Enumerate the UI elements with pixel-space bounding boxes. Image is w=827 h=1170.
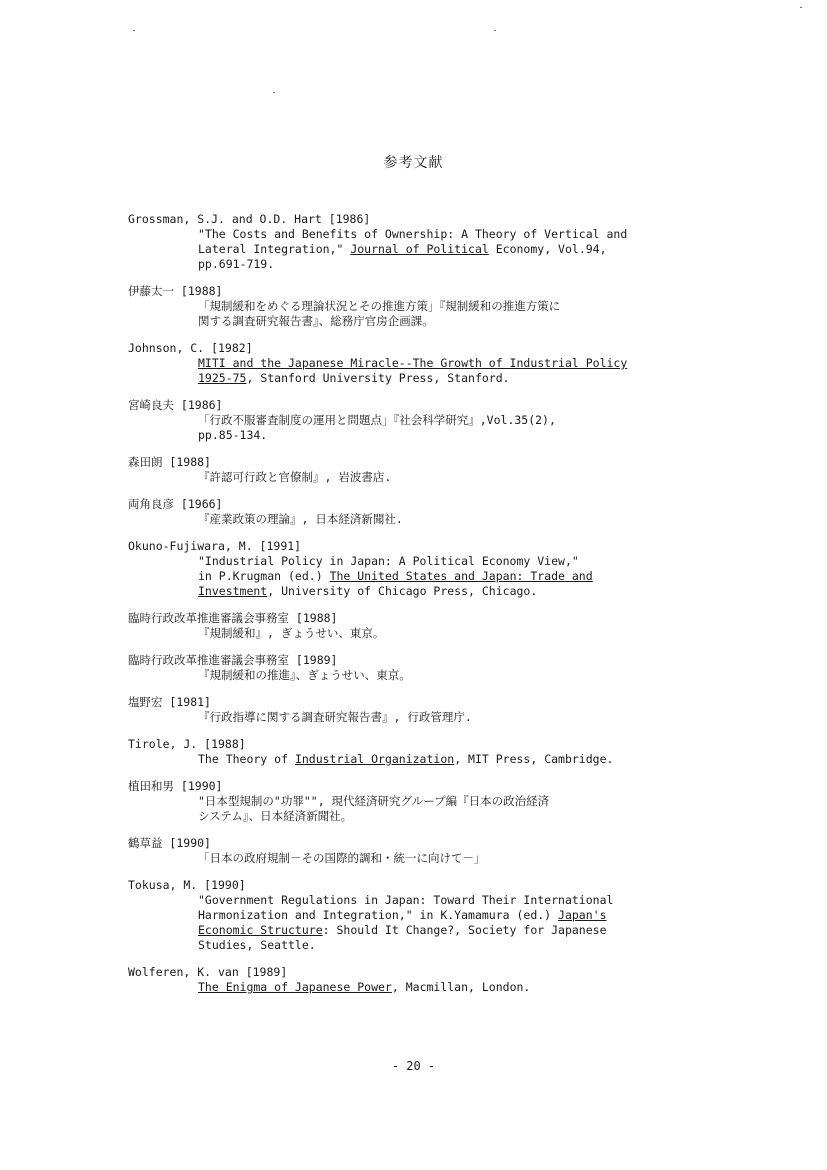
reference-line <box>198 470 728 485</box>
reference-author: 臨時行政改革推進審議会事務室 [1989] <box>128 653 338 667</box>
reference-line <box>198 752 728 767</box>
reference-author: Tokusa, M. [1990] <box>128 878 246 892</box>
scan-speck <box>800 7 802 8</box>
reference-line <box>198 299 728 314</box>
reference-author: 両角良彦 [1966] <box>128 497 223 511</box>
reference-author: Johnson, C. [1982] <box>128 341 253 355</box>
page-number: - 20 - <box>391 1059 436 1073</box>
reference-entry <box>128 695 728 725</box>
reference-author: Wolferen, K. van [1989] <box>128 965 288 979</box>
reference-line <box>198 980 728 995</box>
reference-author: 臨時行政改革推進審議会事務室 [1988] <box>128 611 338 625</box>
underlined-title-text: Journal of Political <box>350 242 489 256</box>
reference-text: pp.691-719. <box>198 257 275 271</box>
reference-text: : Should It Change?, Society for Japanese <box>322 923 607 937</box>
reference-text: 『許認可行政と官僚制』, 岩波書店. <box>198 470 392 484</box>
reference-entry <box>128 779 728 824</box>
reference-line <box>198 428 728 443</box>
reference-entry <box>128 878 728 953</box>
reference-author: 伊藤太一 [1988] <box>128 284 223 298</box>
reference-line <box>198 314 728 329</box>
reference-entry <box>128 836 728 866</box>
reference-line <box>198 668 728 683</box>
reference-text: Harmonization and Integration," in K.Yamamura (ed.) <box>198 908 559 922</box>
reference-entry <box>128 455 728 485</box>
reference-line <box>198 512 728 527</box>
reference-text: 「日本の政府規制－その国際的調和・統一に向けて－」 <box>198 851 486 865</box>
reference-body <box>128 470 728 485</box>
reference-author: 植田和男 [1990] <box>128 779 223 793</box>
reference-line <box>198 923 728 938</box>
reference-text: , Stanford University Press, Stanford. <box>246 371 510 385</box>
reference-entry <box>128 497 728 527</box>
reference-body <box>128 893 728 953</box>
reference-line <box>198 356 728 371</box>
reference-text: pp.85-134. <box>198 428 268 442</box>
reference-text: 「行政不服審査制度の運用と問題点」『社会科学研究』,Vol.35(2), <box>198 413 556 427</box>
reference-text: 関する調査研究報告書』、総務庁官房企画課。 <box>198 314 434 328</box>
reference-line <box>198 851 728 866</box>
reference-line <box>198 584 728 599</box>
underlined-title-text: Investment <box>198 584 268 598</box>
reference-text: , Macmillan, London. <box>391 980 531 994</box>
reference-text: 『規制緩和』, ぎょうせい、東京。 <box>198 626 385 640</box>
reference-line <box>198 893 728 908</box>
reference-body <box>128 980 728 995</box>
reference-author: Grossman, S.J. and O.D. Hart [1986] <box>128 212 371 226</box>
reference-body <box>128 752 728 767</box>
reference-body <box>128 554 728 599</box>
reference-body <box>128 227 728 272</box>
reference-text: "The Costs and Benefits of Ownership: A Theory of Vertical and <box>198 227 628 241</box>
scan-speck <box>494 30 496 31</box>
reference-entry <box>128 212 728 272</box>
underlined-title-text: Japan's <box>558 908 607 922</box>
reference-line <box>198 371 728 386</box>
underlined-title-text: The United States and Japan: Trade and <box>329 569 593 583</box>
reference-text: , University of Chicago Press, Chicago. <box>267 584 538 598</box>
reference-line <box>198 938 728 953</box>
reference-body <box>128 794 728 824</box>
reference-author: 森田朗 [1988] <box>128 455 211 469</box>
reference-entry <box>128 965 728 995</box>
reference-text: in P.Krugman (ed.) <box>198 569 330 583</box>
reference-line <box>198 413 728 428</box>
reference-author: 塩野宏 [1981] <box>128 695 211 709</box>
reference-line <box>198 626 728 641</box>
reference-entry <box>128 653 728 683</box>
reference-text: システム』、日本経済新聞社。 <box>198 809 353 823</box>
reference-body <box>128 710 728 725</box>
reference-body <box>128 626 728 641</box>
reference-line <box>198 227 728 242</box>
reference-author: Tirole, J. [1988] <box>128 737 246 751</box>
reference-body <box>128 851 728 866</box>
reference-text: The Theory of <box>198 752 295 766</box>
reference-body <box>128 413 728 443</box>
reference-entry <box>128 737 728 767</box>
reference-text: "日本型規制の"功罪"", 現代経済研究グループ編『日本の政治経済 <box>198 794 550 808</box>
scan-speck <box>133 30 135 31</box>
underlined-title-text: 1925-75 <box>198 371 247 385</box>
scan-speck <box>273 92 275 93</box>
reference-list <box>128 212 728 1007</box>
reference-line <box>198 242 728 257</box>
reference-line <box>198 554 728 569</box>
reference-entry <box>128 284 728 329</box>
reference-line <box>198 794 728 809</box>
reference-body <box>128 512 728 527</box>
reference-text: Lateral Integration," <box>198 242 351 256</box>
reference-body <box>128 299 728 329</box>
reference-author: Okuno-Fujiwara, M. [1991] <box>128 539 302 553</box>
reference-entry <box>128 398 728 443</box>
reference-line <box>198 908 728 923</box>
underlined-title-text: Economic Structure <box>198 923 323 937</box>
reference-body <box>128 356 728 386</box>
reference-line <box>198 569 728 584</box>
reference-entry <box>128 539 728 599</box>
underlined-title-text: The Enigma of Japanese Power <box>198 980 392 994</box>
reference-text: Studies, Seattle. <box>198 938 316 952</box>
reference-body <box>128 668 728 683</box>
reference-author: 鶴草益 [1990] <box>128 836 211 850</box>
reference-text: "Government Regulations in Japan: Toward Their International <box>198 893 614 907</box>
reference-text: 「規制緩和をめぐる理論状況とその推進方策」『規制緩和の推進方策に <box>198 299 561 313</box>
reference-author: 宮崎良夫 [1986] <box>128 398 223 412</box>
reference-text: 『規制緩和の推進』、ぎょうせい、東京。 <box>198 668 411 682</box>
reference-entry <box>128 341 728 386</box>
reference-text: 『行政指導に関する調査研究報告書』, 行政管理庁. <box>198 710 472 724</box>
reference-line <box>198 809 728 824</box>
reference-text: Economy, Vol.94, <box>488 242 607 256</box>
page-title: 参考文献 <box>383 155 444 171</box>
reference-text: , MIT Press, Cambridge. <box>454 752 614 766</box>
underlined-title-text: MITI and the Japanese Miracle--The Growth of Industrial Policy <box>198 356 628 370</box>
reference-text: "Industrial Policy in Japan: A Political Economy View," <box>198 554 579 568</box>
underlined-title-text: Industrial Organization <box>294 752 455 766</box>
reference-text: 『産業政策の理論』, 日本経済新聞社. <box>198 512 403 526</box>
reference-line <box>198 710 728 725</box>
reference-line <box>198 257 728 272</box>
reference-entry <box>128 611 728 641</box>
